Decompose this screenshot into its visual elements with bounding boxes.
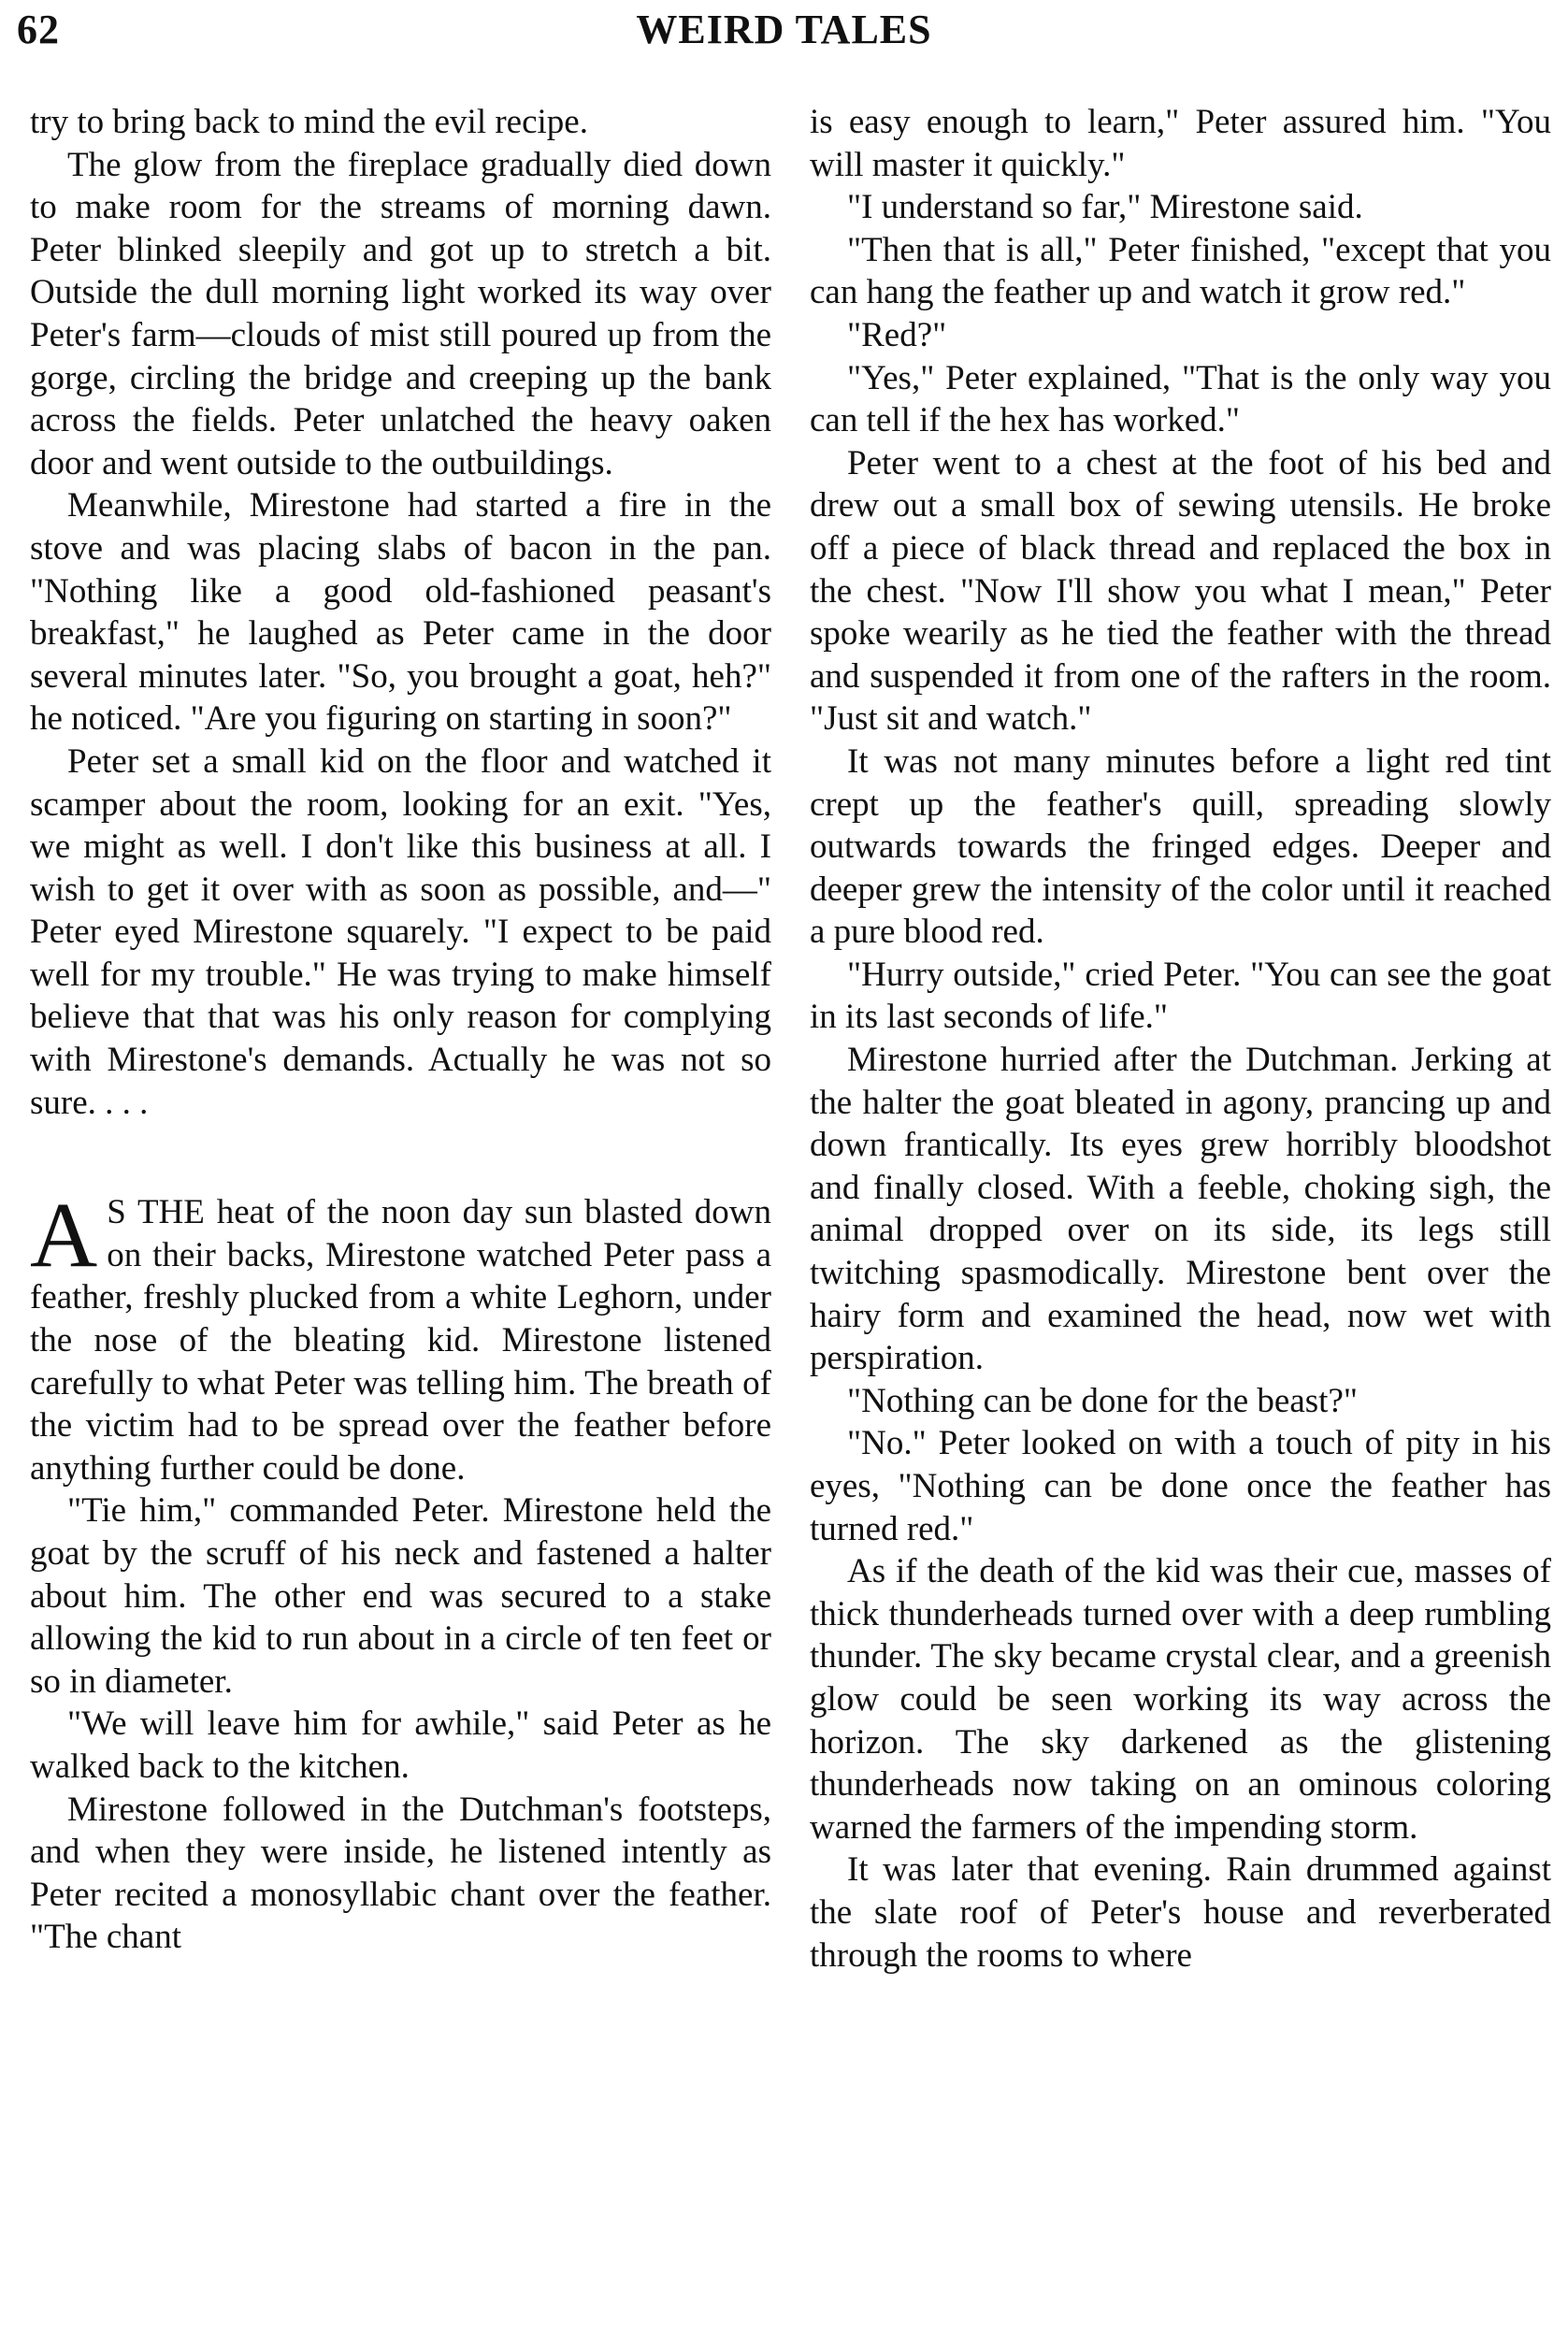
paragraph: "Hurry outside," cried Peter. "You can see the goat in its last seconds of life." xyxy=(810,955,1551,1037)
paragraph: Meanwhile, Mirestone had started a fire in the stove and was placing slabs of bacon in the pan. "Nothing like a good old-fashioned peasant's breakfast," he laughed as Peter came in the door several minutes later. "So, you brought a goat, heh?" he noticed. "Are you figuring on starting in soon?" xyxy=(30,486,771,739)
paragraph: Mirestone hurried after the Dutchman. Jerking at the halter the goat bleated in agony, prancing up and down frantically. Its eyes grew horribly bloodshot and finally closed. With a feeble, choking sigh, the animal dropped over on its side, its legs still twitching spasmodically. Mirestone bent over the hairy form and examined the head, now wet with perspiration. xyxy=(810,1041,1551,1378)
paragraph: Mirestone followed in the Dutchman's footsteps, and when they were inside, he listened intently as Peter recited a monosyllabic chant over the feather. "The chant xyxy=(30,1790,771,1957)
paragraph: "Yes," Peter explained, "That is the only way you can tell if the hex has worked." xyxy=(810,358,1551,440)
paragraph: is easy enough to learn," Peter assured him. "You will master it quickly." xyxy=(810,103,1551,184)
page-number: 62 xyxy=(17,7,60,52)
left-column xyxy=(30,101,771,1959)
paragraph: As if the death of the kid was their cue, masses of thick thunderheads turned over with a deep rumbling thunder. The sky became crystal clear, and a greenish glow could be seen working its way across the horizon. The sky darkened as the glistening thunderheads now taking on an ominous coloring warned the farmers of the impending storm. xyxy=(810,1552,1551,1847)
drop-cap: A xyxy=(30,1183,98,1287)
right-column xyxy=(810,101,1551,1977)
paragraph: "We will leave him for awhile," said Peter as he walked back to the kitchen. xyxy=(30,1704,771,1786)
paragraph: Peter set a small kid on the floor and watched it scamper about the room, looking for an exit. "Yes, we might as well. I don't like this business at all. I wish to get it over with as soon as possible, and—" Peter eyed Mirestone squarely. "I expect to be paid well for my trouble." He was trying to make himself believe that that was his only reason for complying with Mirestone's demands. Actually he was not so sure. . . . xyxy=(30,741,771,1122)
magazine-title: WEIRD TALES xyxy=(636,7,932,52)
paragraph: "No." Peter looked on with a touch of pity in his eyes, "Nothing can be done once the feather has turned red." xyxy=(810,1424,1551,1548)
paragraph: Peter went to a chest at the foot of his bed and drew out a small box of sewing utensils. He broke off a piece of black thread and replaced the box in the chest. "Now I'll show you what I mean," Peter spoke wearily as he tied the feather with the thread and suspended it from one of the rafters in the room. "Just sit and watch." xyxy=(810,443,1551,739)
paragraph: It was not many minutes before a light red tint crept up the feather's quill, spreading slowly outwards towards the fringed edges. Deeper and deeper grew the intensity of the color until it reached a pure blood red. xyxy=(810,741,1551,952)
paragraph: try to bring back to mind the evil recipe. xyxy=(30,103,588,141)
paragraph: "Red?" xyxy=(847,315,947,354)
paragraph: "Tie him," commanded Peter. Mirestone held the goat by the scruff of his neck and fastened a halter about him. The other end was secured to a stake allowing the kid to run about in a circle of ten feet or so in diameter. xyxy=(30,1491,771,1701)
section-opening-paragraph xyxy=(30,1183,771,1489)
paragraph: "I understand so far," Mirestone said. xyxy=(847,188,1363,227)
section-break xyxy=(30,1124,771,1191)
paragraph-text: S THE heat of the noon day sun blasted down on their backs, Mirestone watched Peter pass a feather, freshly plucked from a white Leghorn, under the nose of the bleating kid. Mirestone listened carefully to what Peter was telling him. The breath of the victim had to be spread over the feather before anything further could be done. xyxy=(30,1193,771,1488)
paragraph: "Nothing can be done for the beast?" xyxy=(847,1381,1358,1420)
paragraph: "Then that is all," Peter finished, "except that you can hang the feather up and watch it grow red." xyxy=(810,230,1551,312)
paragraph: It was later that evening. Rain drummed against the slate roof of Peter's house and reverberated through the rooms to where xyxy=(810,1850,1551,1975)
paragraph: The glow from the fireplace gradually died down to make room for the streams of morning dawn. Peter blinked sleepily and got up to stretch a bit. Outside the dull morning light worked its way over Peter's farm—clouds of mist still poured up from the gorge, circling the bridge and creeping up the bank across the fields. Peter unlatched the heavy oaken door and went outside to the outbuildings. xyxy=(30,145,771,482)
page-header xyxy=(17,6,1551,62)
